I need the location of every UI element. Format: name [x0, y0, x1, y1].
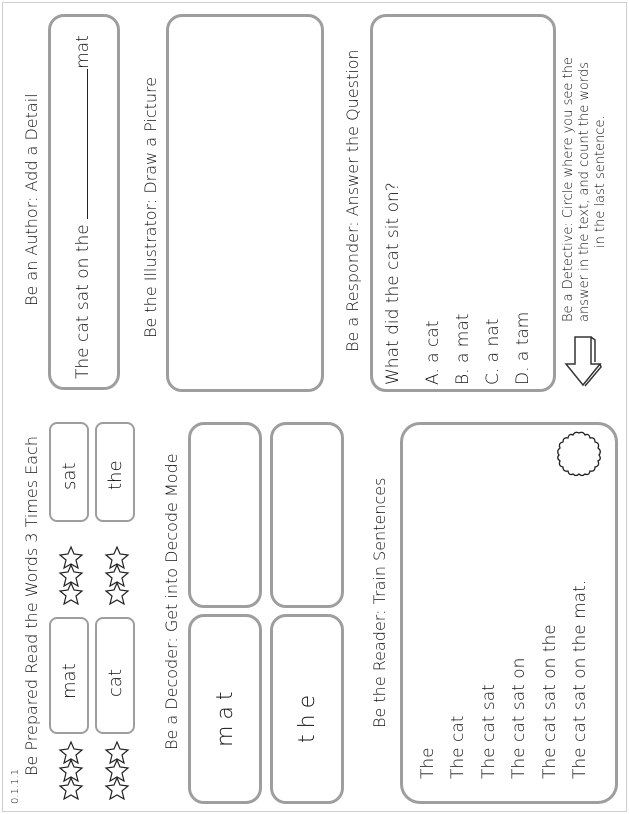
detective-line-2: answer in the text, and count the words — [577, 61, 592, 322]
decoder-title: Be a Decoder: Get into Decode Mode — [162, 453, 181, 750]
reader-sentence: The — [418, 747, 438, 779]
reader-sentence: The cat sat on the mat. — [570, 579, 590, 779]
reader-title: Be the Reader: Train Sentences — [370, 477, 389, 728]
answer-option[interactable]: D. a tam — [513, 311, 533, 385]
star-outline-icon — [60, 778, 82, 799]
word-card-sat — [49, 422, 89, 522]
reader-sentence: The cat sat on the — [540, 624, 560, 779]
decode-box-the — [270, 614, 344, 804]
detective-line-3: in the last sentence. — [593, 115, 608, 248]
drawing-box[interactable] — [166, 14, 324, 392]
word-card-label: sat — [59, 462, 80, 490]
star-group-mat — [56, 740, 86, 800]
author-title: Be an Author: Add a Detail — [22, 93, 41, 306]
word-card-mat — [49, 617, 89, 734]
word-card-label: the — [105, 460, 126, 490]
reader-sentence: The cat sat — [479, 684, 499, 779]
word-card-label: mat — [59, 663, 80, 699]
decode-word: mat — [213, 685, 238, 747]
author-sentence-start: The cat sat on the — [73, 224, 93, 379]
star-group-sat — [56, 545, 86, 605]
answer-option[interactable]: C. a nat — [483, 318, 503, 385]
decode-box-mat — [188, 614, 262, 804]
scalloped-badge-icon — [555, 430, 603, 478]
page-code: 0.1.1.1 — [10, 769, 21, 804]
reader-box — [400, 422, 618, 804]
arrow-down-icon — [563, 334, 603, 388]
star-outline-icon — [106, 583, 128, 604]
word-card-the — [95, 422, 135, 522]
responder-box — [370, 14, 556, 392]
word-card-cat — [95, 617, 135, 734]
star-outline-icon — [60, 583, 82, 604]
author-answer-blank[interactable] — [73, 69, 88, 219]
star-outline-icon — [106, 778, 128, 799]
detective-line-1: Be a Detective: Circle where you see the — [561, 57, 576, 322]
responder-question: What did the cat sit on? — [383, 182, 403, 385]
reader-sentence: The cat sat on — [509, 657, 529, 779]
star-group-the — [102, 545, 132, 605]
answer-option[interactable]: B. a mat — [453, 313, 473, 385]
star-group-cat — [102, 740, 132, 800]
author-sentence — [73, 35, 92, 379]
decode-box-empty-2[interactable] — [270, 422, 344, 608]
answer-option[interactable]: A. a cat — [423, 320, 443, 385]
decode-word: the — [295, 688, 320, 743]
decode-box-empty-1[interactable] — [188, 422, 262, 608]
reader-sentence: The cat — [448, 715, 468, 779]
illustrator-title: Be the Illustrator: Draw a Picture — [141, 76, 160, 338]
word-card-label: cat — [105, 669, 126, 697]
responder-title: Be a Responder: Answer the Question — [343, 49, 362, 352]
author-sentence-end: mat — [73, 35, 93, 69]
prepared-title: Be Prepared Read the Words 3 Times Each — [22, 436, 41, 776]
author-box — [48, 14, 120, 390]
